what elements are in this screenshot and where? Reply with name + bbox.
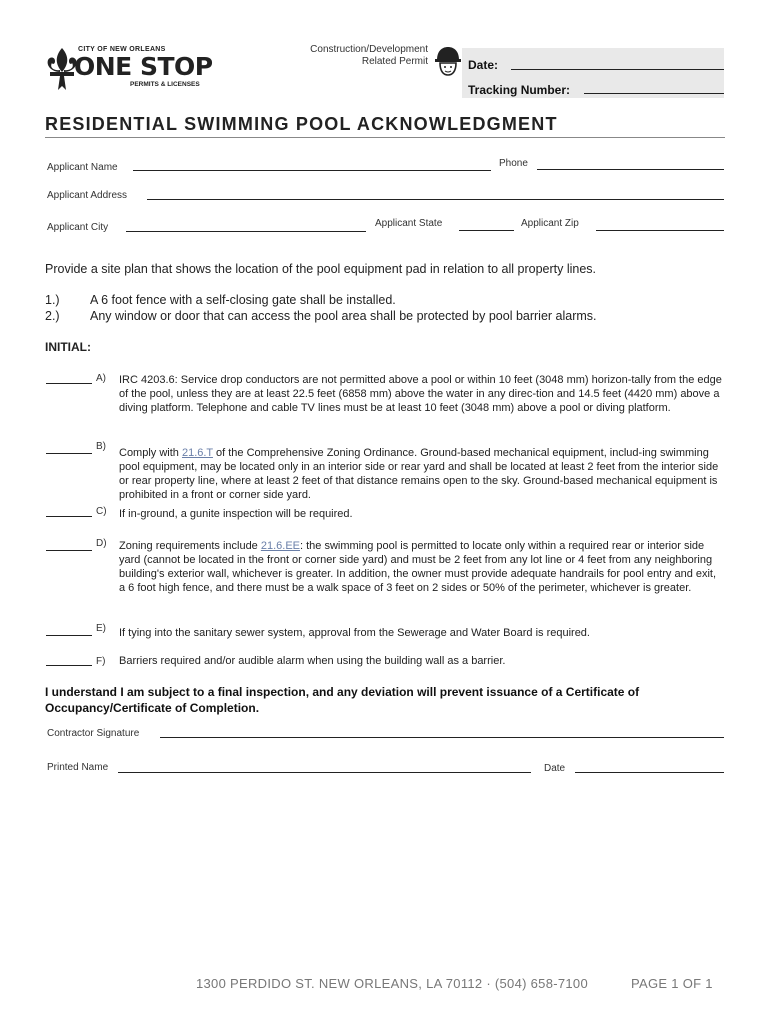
applicant-address-field[interactable]	[147, 199, 724, 200]
applicant-name-label: Applicant Name	[47, 162, 118, 173]
item-d-letter: D)	[96, 538, 107, 549]
initial-field-b[interactable]	[46, 453, 92, 454]
applicant-address-label: Applicant Address	[47, 190, 128, 201]
initial-field-c[interactable]	[46, 516, 92, 517]
requirement-2-number: 2.)	[45, 309, 60, 323]
logo-bottom-text: PERMITS & LICENSES	[130, 81, 200, 88]
contractor-signature-field[interactable]	[160, 737, 724, 738]
item-c-text: If in-ground, a gunite inspection will be required.	[119, 508, 353, 520]
item-b-text	[119, 446, 725, 502]
date-label: Date:	[468, 58, 499, 72]
tracking-number-label: Tracking Number:	[468, 83, 571, 97]
initial-field-e[interactable]	[46, 635, 92, 636]
signature-date-label: Date	[544, 763, 566, 774]
phone-field[interactable]	[537, 169, 724, 170]
item-c-letter: C)	[96, 506, 107, 517]
applicant-state-field[interactable]	[459, 230, 514, 231]
item-b-pre: Comply with	[119, 447, 182, 459]
permit-type-line2: Related Permit	[361, 56, 428, 67]
zoning-link-21-6-t[interactable]: 21.6.T	[181, 447, 213, 459]
permit-type	[266, 44, 428, 68]
initial-heading: INITIAL:	[45, 340, 91, 354]
zoning-link-21-6-ee[interactable]: 21.6.EE	[260, 540, 300, 552]
printed-name-label: Printed Name	[47, 762, 109, 773]
item-f-letter: F)	[96, 656, 106, 667]
item-e-letter: E)	[96, 623, 106, 634]
applicant-zip-field[interactable]	[596, 230, 724, 231]
printed-name-field[interactable]	[118, 772, 531, 773]
logo	[44, 44, 216, 94]
logo-top-text: CITY OF NEW ORLEANS	[78, 46, 166, 53]
date-field[interactable]	[511, 69, 724, 70]
item-e-text: If tying into the sanitary sewer system, approval from the Sewerage and Water Board is required.	[119, 627, 590, 639]
applicant-name-field[interactable]	[133, 170, 491, 171]
tracking-number-field[interactable]	[584, 93, 724, 94]
applicant-state-label: Applicant State	[375, 218, 443, 229]
item-b-letter: B)	[96, 441, 106, 452]
footer-address: 1300 PERDIDO ST. NEW ORLEANS, LA 70112 · (504) 658-7100	[196, 976, 588, 991]
page-title: RESIDENTIAL SWIMMING POOL ACKNOWLEDGMENT	[45, 114, 558, 134]
footer-page-number: PAGE 1 OF 1	[631, 976, 713, 991]
logo-main-text: ONE STOP	[74, 52, 213, 81]
contractor-signature-label: Contractor Signature	[47, 728, 140, 739]
item-d-post: : the swimming pool is permitted to locate only within a required rear or interior side yard (cannot be located in the front or corner side yard) and must be 2 feet from any lot line or 4 feet from any neighboring building's exterior wall, whichever is greater. In addition, the owner must provide adequate handrails for pool entry and exit, a 6 foot high fence, and there must be a walk space of 3 feet on 2 sides or 50% of the perimeter, whichever is greater.	[119, 540, 717, 594]
requirement-1-text: A 6 foot fence with a self-closing gate shall be installed.	[90, 293, 396, 307]
permit-type-line1: Construction/Development	[310, 44, 428, 55]
acknowledgment-statement: I understand I am subject to a final inspection, and any deviation will prevent issuance of a Certificate of Occupancy/Certificate of Completion.	[45, 685, 640, 715]
item-f-text: Barriers required and/or audible alarm when using the building wall as a barrier.	[119, 655, 506, 667]
phone-label: Phone	[499, 158, 528, 169]
requirement-1-number: 1.)	[45, 293, 60, 307]
applicant-city-field[interactable]	[126, 231, 366, 232]
item-b-post: of the Comprehensive Zoning Ordinance. Ground-based mechanical equipment, includ-ing swimming pool equipment, may be located only in an interior side or rear yard and shall be located at least 2 feet from the interior side or rear property line, where at least 2 feet of that distance remains open to the sky. Ground-based mechanical equipment is prohibited in a front or corner side yard.	[119, 447, 719, 501]
applicant-zip-label: Applicant Zip	[521, 218, 579, 229]
item-a-letter: A)	[96, 373, 106, 384]
initial-field-a[interactable]	[46, 383, 92, 384]
item-d-text	[119, 539, 725, 595]
title-divider	[45, 137, 725, 138]
item-d-pre: Zoning requirements include	[119, 540, 261, 552]
site-plan-instruction: Provide a site plan that shows the location of the pool equipment pad in relation to all property lines.	[45, 262, 597, 276]
applicant-city-label: Applicant City	[47, 222, 109, 233]
hard-hat-icon	[435, 46, 461, 76]
signature-date-field[interactable]	[575, 772, 724, 773]
initial-field-f[interactable]	[46, 665, 92, 666]
item-a-text: IRC 4203.6: Service drop conductors are not permitted above a pool or within 10 feet (3048 mm) horizon-tally from the edge of the pool, unless they are at least 22.5 feet (6858 mm) above the water in any direc-tion and 14.5 feet (4420 mm) above a diving platform. Telephone and cable TV lines must be at least 10 feet (3048 mm) above a pool or diving platform.	[119, 374, 722, 414]
requirement-2-text: Any window or door that can access the pool area shall be protected by pool barrier alarms.	[90, 309, 597, 323]
initial-field-d[interactable]	[46, 550, 92, 551]
